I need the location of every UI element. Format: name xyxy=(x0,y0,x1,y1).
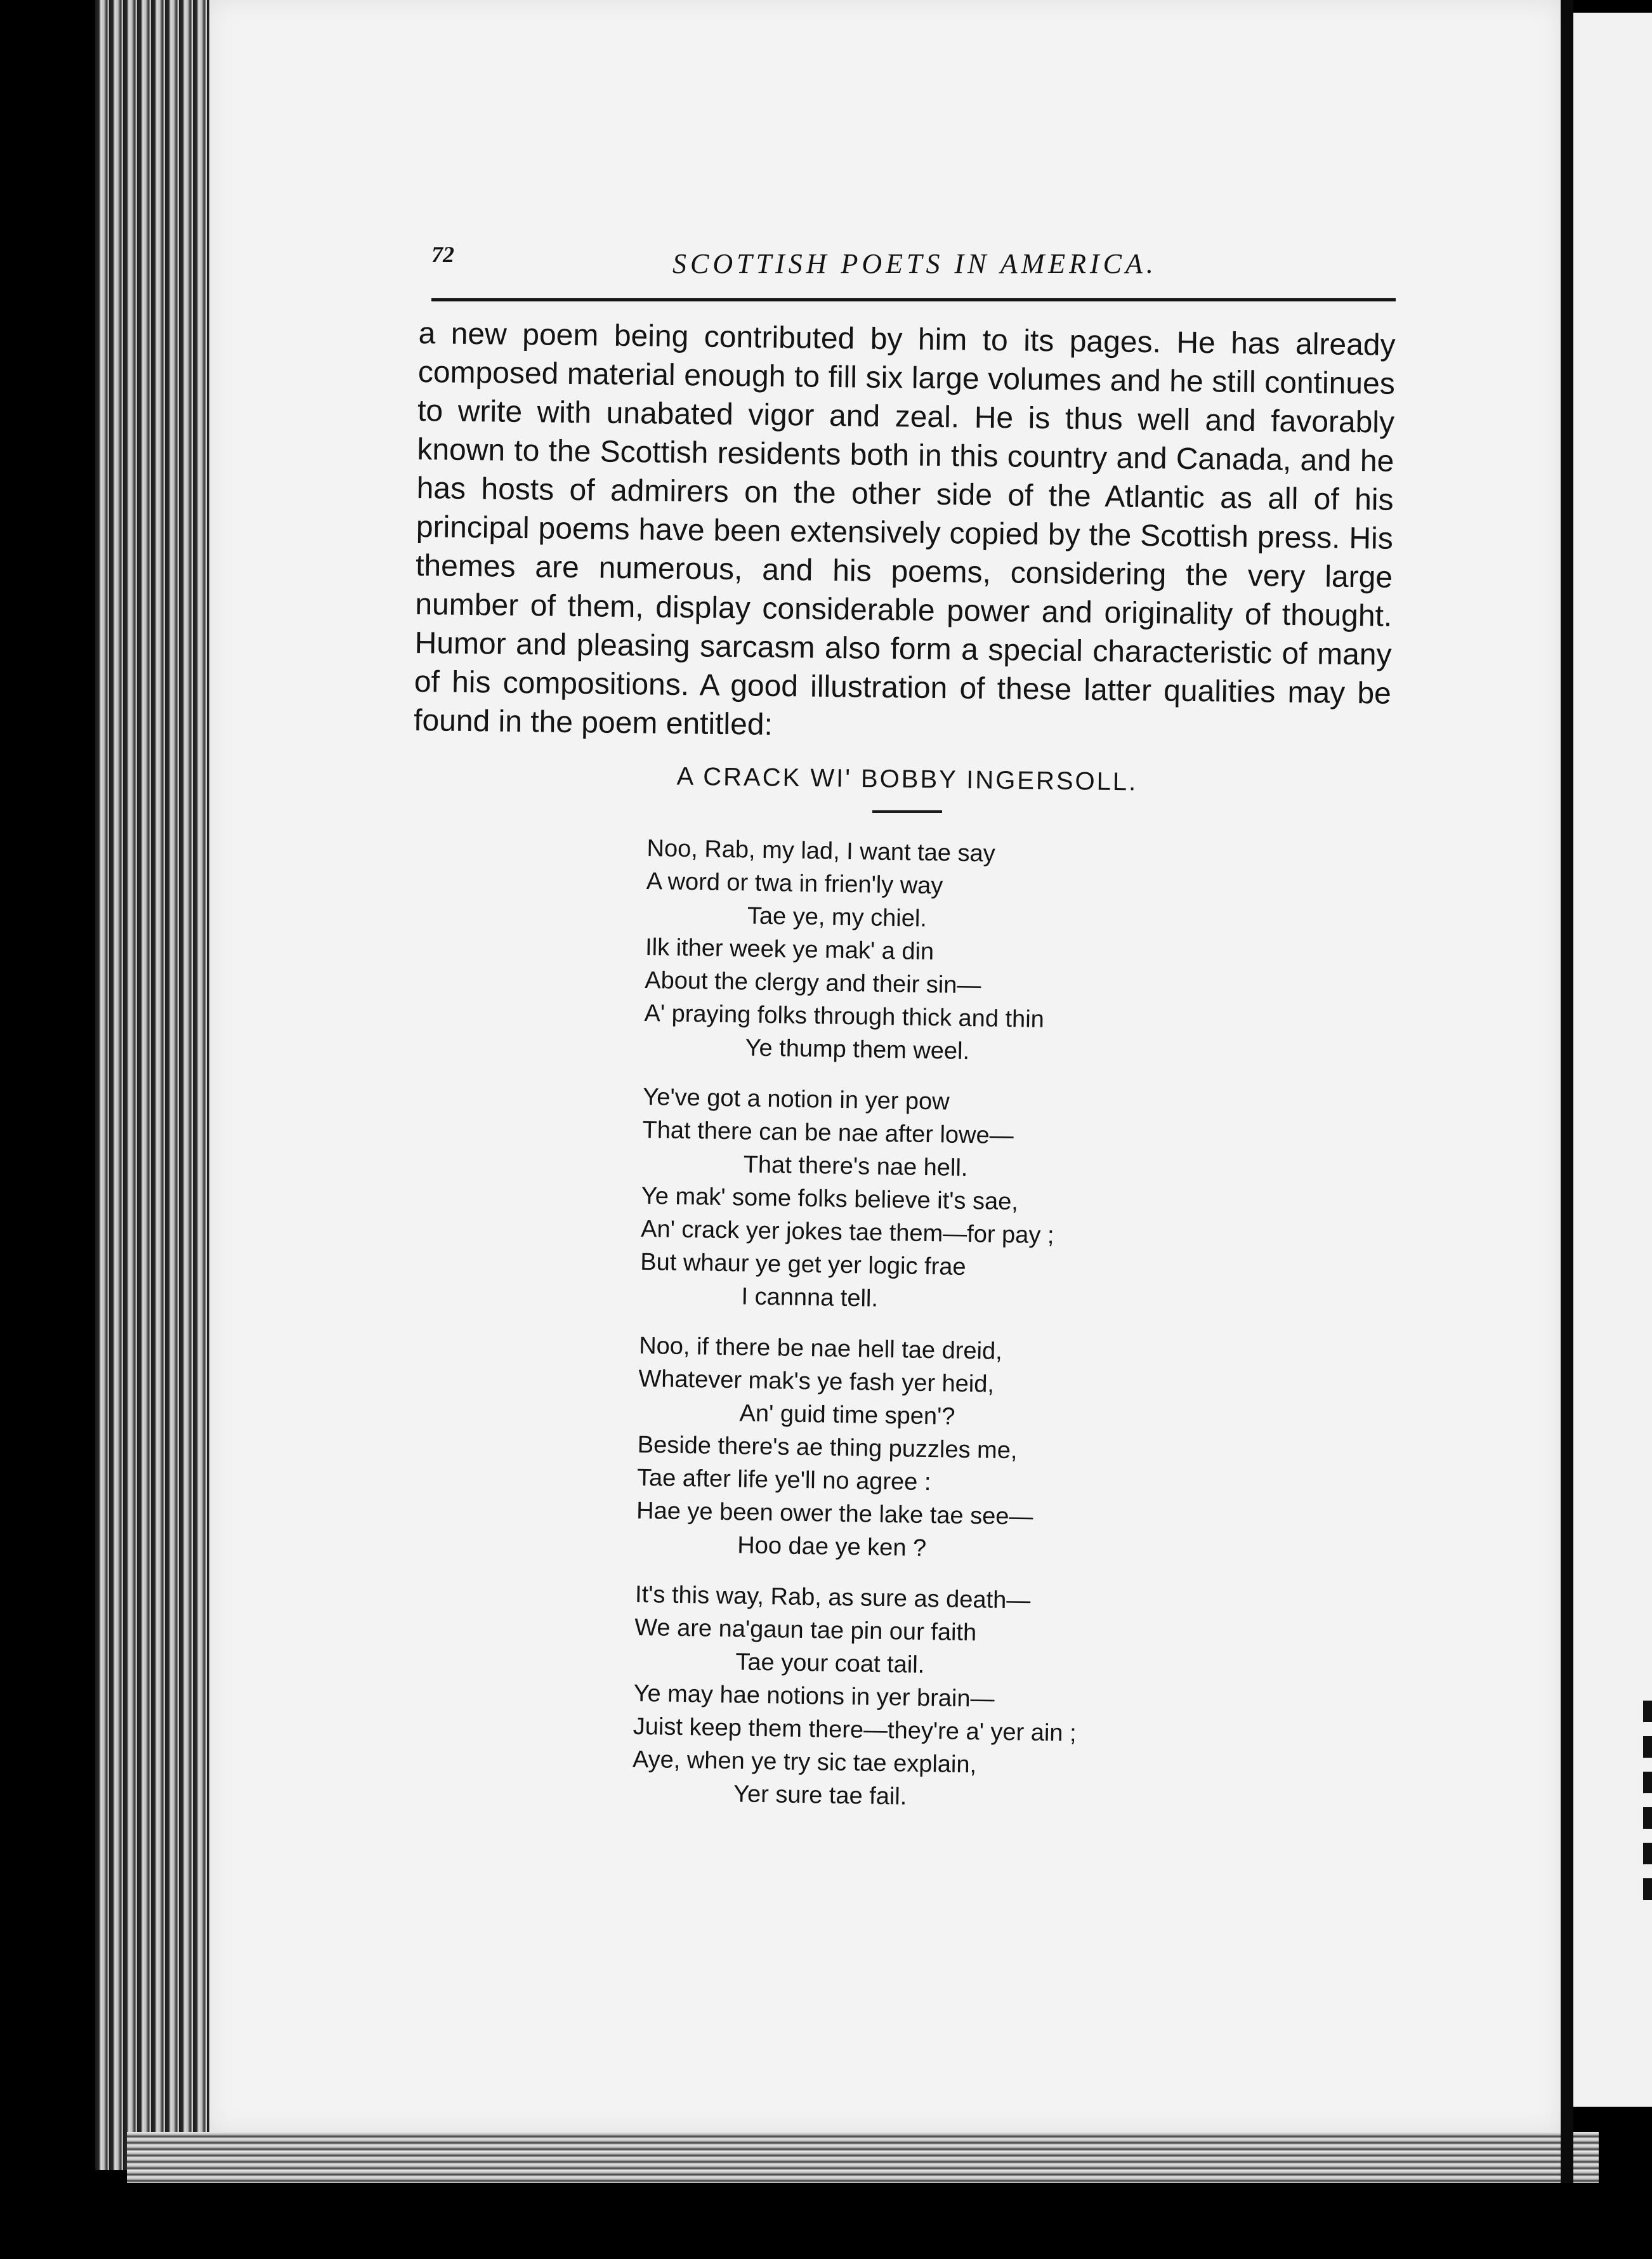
facing-page-text-marks xyxy=(1643,1701,1652,1904)
page-number: 72 xyxy=(431,242,454,267)
poem-line: Noo, Rab, my lad, I want tae say xyxy=(646,834,996,867)
poem-line: Ilk ither week ye mak' a din xyxy=(645,933,934,966)
poem-line: Ye've got a notion in yer pow xyxy=(643,1083,950,1116)
book-page-edges xyxy=(95,0,222,2170)
poem-line: Yer sure tae fail. xyxy=(733,1781,907,1810)
poem-line: Ye may hae notions in yer brain— xyxy=(633,1680,995,1713)
stanza-1 xyxy=(643,832,1396,1074)
stanza-4 xyxy=(632,1578,1384,1821)
poem-line: Aye, when ye try sic tae explain, xyxy=(632,1746,977,1779)
body-text xyxy=(414,314,1396,752)
poem-line: Whatever mak's ye fash yer heid, xyxy=(638,1365,995,1398)
page-content xyxy=(413,235,1396,1827)
book-bottom-edge xyxy=(127,2132,1599,2183)
poem-line: A' praying folks through thick and thin xyxy=(644,999,1045,1033)
poem-line: We are na'gaun tae pin our faith xyxy=(634,1614,977,1647)
body-paragraph: a new poem being contributed by him to its pages. He has already composed material enough to fill six large volumes and he still continues to write with unabated vigor and zeal. He is thus well and favorably known to the Scottish residents both in this country and Canada, and he has hosts of admirers on the other side of the Atlantic as all of his principal poems have been extensively copied by the Scottish press. His themes are numerous, and his poems, considering the very large number of them, display considerable power and originality of thought. Humor and pleasing sarcasm also form a special characteristic of many of his compositions. A good illustration of these latter qualities may be found in the poem entitled: xyxy=(413,316,1396,742)
poem-line: Tae after life ye'll no agree : xyxy=(636,1464,931,1496)
stanza-3 xyxy=(636,1329,1388,1572)
poem-title: A CRACK WI' BOBBY INGERSOLL. xyxy=(676,762,1138,796)
poem-line: Hae ye been ower the lake tae see— xyxy=(636,1497,1033,1531)
poem-line: Juist keep them there—they're a' yer ain ; xyxy=(633,1713,1077,1747)
facing-page-fragment xyxy=(1573,13,1652,2107)
poem xyxy=(632,832,1396,1821)
poem-line: I cannna tell. xyxy=(741,1283,879,1312)
poem-line: Noo, if there be nae hell tae dreid, xyxy=(638,1332,1003,1365)
poem-title-rule xyxy=(872,810,942,813)
gutter-shadow xyxy=(1561,0,1573,2183)
poem-line: Tae your coat tail. xyxy=(735,1649,925,1679)
poem-line: Hoo dae ye ken ? xyxy=(737,1532,927,1562)
poem-line: Ye thump them weel. xyxy=(745,1034,970,1065)
stanza-2 xyxy=(639,1081,1392,1323)
poem-line: That there can be nae after lowe— xyxy=(642,1116,1014,1150)
poem-line: An' guid time spen'? xyxy=(739,1400,955,1430)
poem-line: That there's nae hell. xyxy=(743,1151,968,1182)
poem-line: About the clergy and their sin— xyxy=(644,966,981,999)
poem-line: It's this way, Rab, as sure as death— xyxy=(634,1581,1031,1614)
poem-line: Beside there's ae thing puzzles me, xyxy=(637,1431,1018,1465)
poem-line: Tae ye, my chiel. xyxy=(747,902,928,932)
poem-line: An' crack yer jokes tae them—for pay ; xyxy=(640,1215,1054,1249)
running-head xyxy=(419,235,1396,286)
running-title: SCOTTISH POETS IN AMERICA. xyxy=(672,248,1157,279)
poem-line: But whaur ye get yer logic frae xyxy=(640,1248,966,1281)
header-rule xyxy=(431,298,1396,301)
poem-line: Ye mak' some folks believe it's sae, xyxy=(641,1182,1019,1216)
poem-line: A word or twa in frien'ly way xyxy=(646,867,943,900)
